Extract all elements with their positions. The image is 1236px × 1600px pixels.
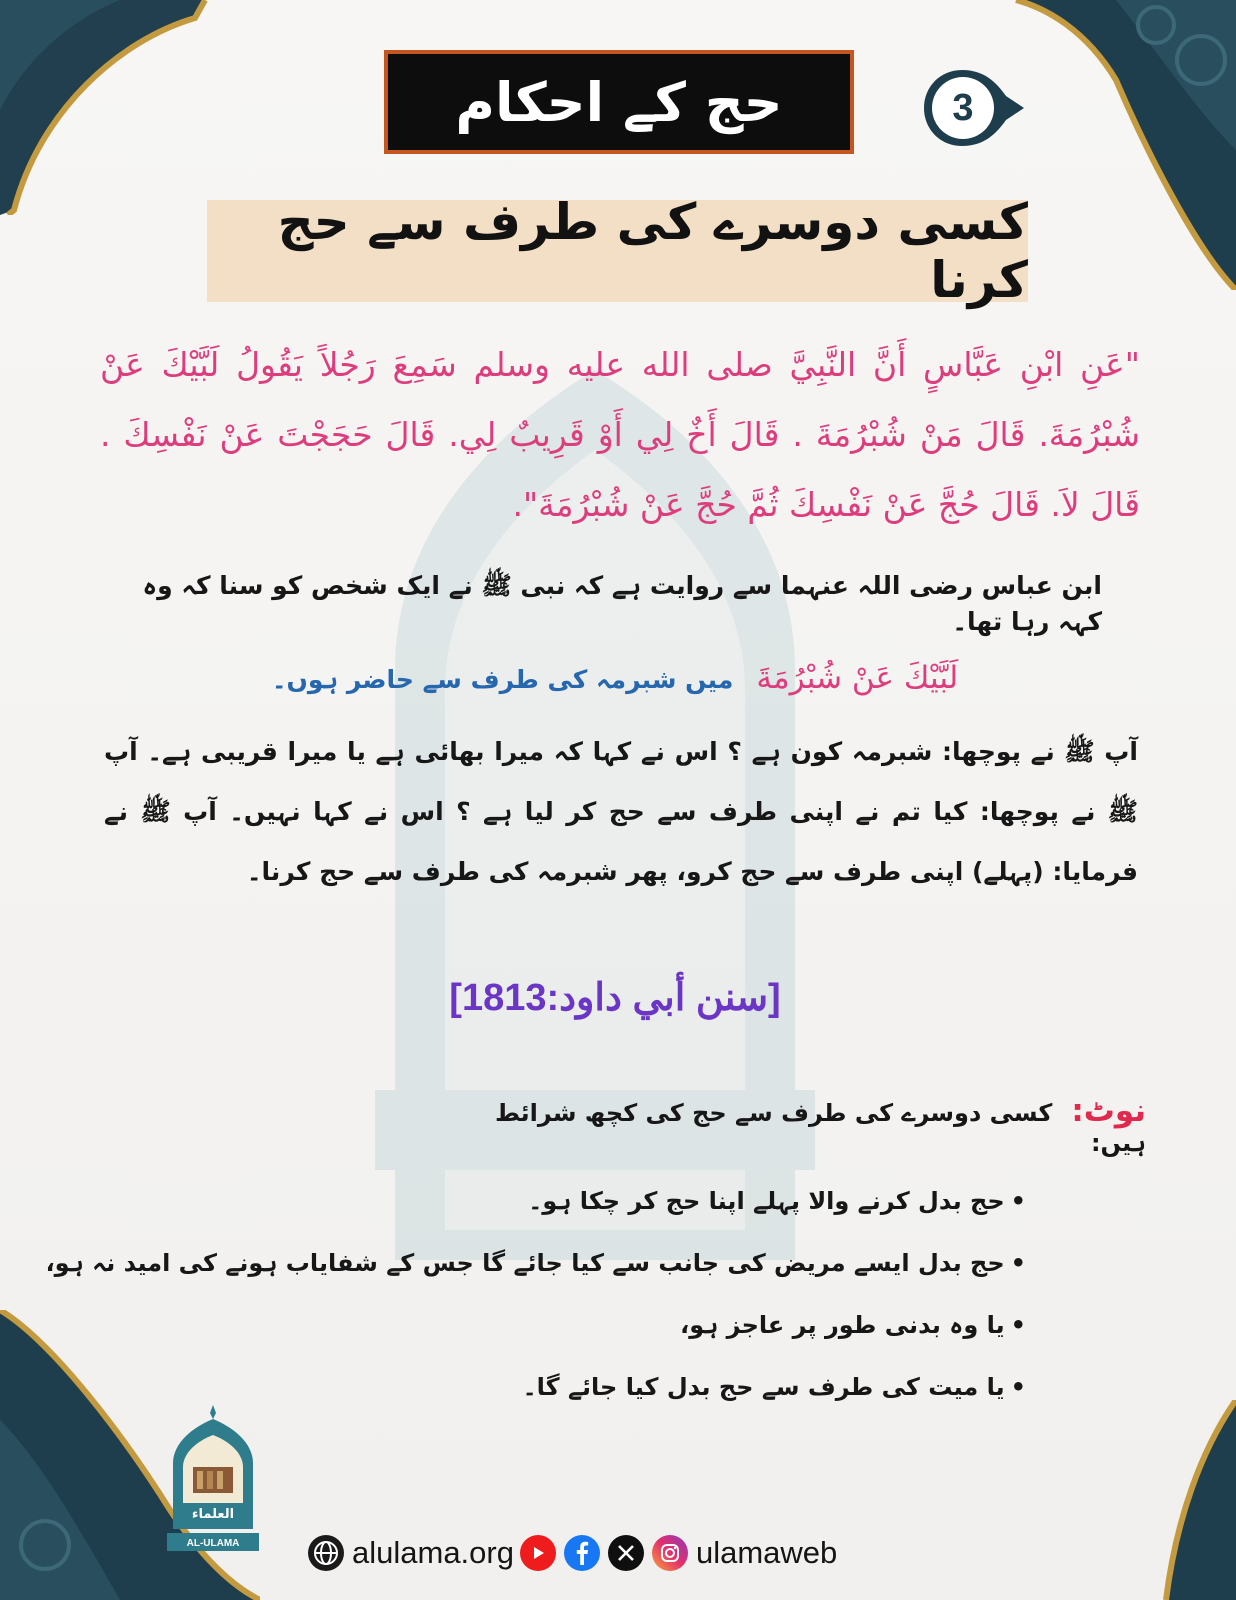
hadith-reference: [سنن أبي داود:1813] (449, 977, 781, 1019)
website-link[interactable]: alulama.org (352, 1535, 514, 1570)
corner-ornament-top-left (0, 0, 220, 215)
list-item: •یا میت کی طرف سے حج بدل کیا جائے گا۔ (60, 1356, 1026, 1418)
section-subtitle: کسی دوسرے کی طرف سے حج کرنا (277, 193, 1028, 309)
bullet-dot-icon: • (1010, 1249, 1026, 1277)
corner-ornament-top-right (996, 0, 1236, 290)
note-label: نوٹ: (1071, 1093, 1146, 1129)
logo-arabic-name: العلماء (191, 1507, 235, 1522)
list-item: •حج بدل کرنے والا پہلے اپنا حج کر چکا ہو۔ (60, 1170, 1026, 1232)
labbaik-urdu: میں شبرمہ کی طرف سے حاضر ہوں۔ (271, 665, 734, 694)
note-heading (480, 1093, 1146, 1157)
x-icon[interactable] (608, 1535, 644, 1571)
bullet-dot-icon: • (1010, 1187, 1026, 1215)
subtitle-banner (207, 193, 1028, 309)
youtube-icon[interactable] (520, 1535, 556, 1571)
conditions-list (45, 1170, 1026, 1418)
note-text: کسی دوسرے کی طرف سے حج کی کچھ شرائط ہیں: (494, 1099, 1146, 1157)
number-badge: 3 (952, 86, 974, 129)
bullet-dot-icon: • (1010, 1311, 1026, 1339)
page-title: حج کے احکام (455, 70, 783, 134)
bullet-dot-icon: • (1010, 1373, 1026, 1401)
logo-latin-name: AL-ULAMA (186, 1538, 240, 1549)
list-item: •حج بدل ایسے مریض کی جانب سے کیا جائے گا جس کے شفایاب ہونے کی امید نہ ہو، (60, 1232, 1026, 1294)
corner-ornament-bottom-right (1106, 1400, 1236, 1600)
globe-icon[interactable] (308, 1535, 344, 1571)
social-handle[interactable]: ulamaweb (695, 1535, 838, 1570)
title-banner (384, 50, 854, 154)
al-ulama-logo (167, 1405, 259, 1557)
translation-intro: ابن عباس رضی اللہ عنہما سے روایت ہے کہ نبی ﷺ نے ایک شخص کو سنا کہ وہ کہہ رہا تھا۔ (142, 571, 1102, 636)
translation-paragraph: آپ ﷺ نے پوچھا: شبرمہ کون ہے ؟ اس نے کہا کہ میرا بھائی ہے یا میرا قریبی ہے۔ آپ ﷺ نے پوچھا: کیا تم نے اپنی طرف سے حج کر لیا ہے ؟ اس نے کہا نہیں۔ آپ ﷺ نے فرمایا: (پہلے) اپنی طرف سے حج کرو، پھر شبرمہ کی طرف سے حج کرنا۔ (104, 737, 1138, 886)
footer-bar (308, 1526, 843, 1580)
hadith-arabic-text: "عَنِ ابْنِ عَبَّاسٍ أَنَّ النَّبِيَّ صلى الله عليه وسلم سَمِعَ رَجُلاً يَقُولُ لَبَّيْكَ عَنْ شُبْرُمَةَ. قَالَ مَنْ شُبْرُمَةَ . قَالَ أَخٌ لِي أَوْ قَرِيبٌ لِي. قَالَ حَجَجْتَ عَنْ نَفْسِكَ . قَالَ لاَ. قَالَ حُجَّ عَنْ نَفْسِكَ ثُمَّ حُجَّ عَنْ شُبْرُمَةَ". (100, 345, 1140, 524)
facebook-icon[interactable] (564, 1535, 600, 1571)
labbaik-line (270, 660, 960, 696)
instagram-icon[interactable] (652, 1535, 688, 1571)
labbaik-arabic: لَبَّيْكَ عَنْ شُبْرُمَةَ (756, 660, 959, 696)
list-item: •یا وہ بدنی طور پر عاجز ہو، (60, 1294, 1026, 1356)
